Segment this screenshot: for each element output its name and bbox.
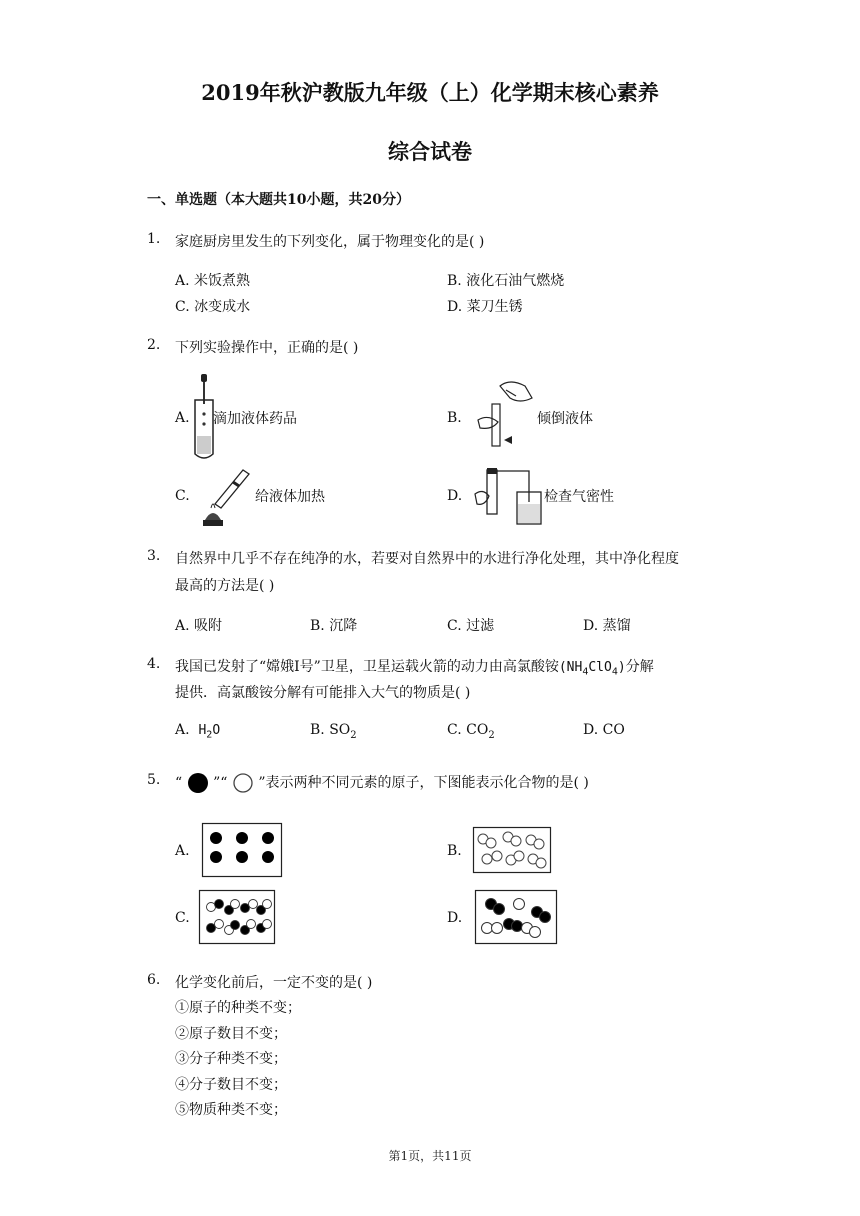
question-number: 2. xyxy=(147,337,161,353)
option-a xyxy=(175,722,220,741)
list-item: ⑤物质种类不变； xyxy=(175,1102,287,1118)
particle-box-b xyxy=(473,827,551,873)
quote-mark: ” xyxy=(213,775,221,791)
option-d xyxy=(583,722,625,738)
question-text-line2: 最高的方法是( ) xyxy=(175,578,275,594)
question-text-line2: 提供．高氯酸铵分解有可能排入大气的物质是( ) xyxy=(175,685,471,701)
option-letter: C. xyxy=(447,722,462,738)
option-letter: D. xyxy=(583,722,599,738)
formula-subscript: 2 xyxy=(350,729,357,741)
formula-subscript: 2 xyxy=(206,729,213,741)
option-a: A. 吸附 xyxy=(175,618,223,634)
page-title: 2019年秋沪教版九年级（上）化学期末核心素养 xyxy=(201,80,659,105)
page-footer: 第1页，共11页 xyxy=(388,1149,472,1163)
option-a-label: 滴加液体药品 xyxy=(213,411,297,427)
question-number: 3. xyxy=(147,548,161,564)
option-c-letter: C. xyxy=(175,910,190,926)
option-formula xyxy=(198,723,221,741)
question-number: 1. xyxy=(147,231,161,247)
airtightness-check-illustration xyxy=(473,464,543,528)
option-formula xyxy=(329,722,357,741)
white-atom-icon xyxy=(232,772,254,794)
list-item: ③分子种类不变； xyxy=(175,1051,287,1067)
option-d-label: 检查气密性 xyxy=(544,489,614,505)
option-a-letter: A. xyxy=(175,410,190,426)
quote-mark: “ xyxy=(175,775,183,791)
question-text: 家庭厨房里发生的下列变化，属于物理变化的是( ) xyxy=(175,234,485,250)
option-c-label: 给液体加热 xyxy=(255,489,325,505)
option-b-letter: B. xyxy=(447,843,462,859)
option-d-letter: D. xyxy=(447,910,463,926)
particle-box-c xyxy=(199,890,275,944)
pouring-liquid-illustration xyxy=(470,378,540,456)
option-d: D. 菜刀生锈 xyxy=(447,299,523,315)
option-c: C. 过滤 xyxy=(447,618,495,634)
option-b: B. 液化石油气燃烧 xyxy=(447,273,565,289)
formula-part: O xyxy=(212,723,221,738)
question-text-line1: 自然界中几乎不存在纯净的水，若要对自然界中的水进行净化处理，其中净化程度 xyxy=(175,551,679,567)
question-text xyxy=(175,772,589,794)
text-part: 分解 xyxy=(625,659,654,675)
question-text: 下列实验操作中，正确的是( ) xyxy=(175,340,359,356)
option-b-letter: B. xyxy=(447,410,462,426)
option-c: C. 冰变成水 xyxy=(175,299,251,315)
option-formula xyxy=(466,722,495,741)
black-atom-icon xyxy=(187,772,209,794)
formula-part: H xyxy=(198,723,207,738)
question-number: 6. xyxy=(147,972,161,988)
option-formula: CO xyxy=(602,722,625,738)
page-subtitle: 综合试卷 xyxy=(388,139,472,164)
formula-part: SO xyxy=(329,722,351,738)
option-b xyxy=(310,722,357,741)
question-number: 4. xyxy=(147,656,161,672)
formula-part: CO xyxy=(466,722,489,738)
formula-part: ClO xyxy=(588,660,612,675)
option-a-letter: A. xyxy=(175,843,190,859)
option-d-letter: D. xyxy=(447,488,463,504)
text-part: 我国已发射了“嫦娥Ⅰ号”卫星，卫星运载火箭的动力由高氯酸铵 xyxy=(175,659,559,675)
formula-subscript: 4 xyxy=(611,666,618,678)
question-text-line1 xyxy=(175,656,654,678)
text-part: 表示两种不同元素的原子，下图能表示化合物的是( ) xyxy=(265,775,589,791)
formula-part: (NH xyxy=(558,660,583,675)
chemical-formula xyxy=(558,660,626,678)
section-heading: 一、单选题（本大题共10小题，共20分） xyxy=(147,192,410,208)
quote-mark: “ xyxy=(220,775,228,791)
question-number: 5. xyxy=(147,772,161,788)
quote-mark: ” xyxy=(258,775,266,791)
option-b: B. 沉降 xyxy=(310,618,358,634)
option-c xyxy=(447,722,495,741)
option-c-letter: C. xyxy=(175,488,190,504)
particle-box-d xyxy=(475,890,557,944)
particle-box-a xyxy=(202,823,282,877)
formula-subscript: 2 xyxy=(488,729,495,741)
option-b-label: 倾倒液体 xyxy=(537,411,593,427)
formula-part: ) xyxy=(617,660,626,675)
formula-subscript: 4 xyxy=(582,666,589,678)
option-d: D. 蒸馏 xyxy=(583,618,631,634)
option-letter: A. xyxy=(175,722,190,738)
list-item: ④分子数目不变； xyxy=(175,1077,287,1093)
option-a: A. 米饭煮熟 xyxy=(175,273,251,289)
question-text: 化学变化前后，一定不变的是( ) xyxy=(175,975,373,991)
heating-liquid-illustration xyxy=(195,462,255,528)
list-item: ①原子的种类不变； xyxy=(175,1000,301,1016)
option-letter: B. xyxy=(310,722,325,738)
list-item: ②原子数目不变； xyxy=(175,1026,287,1042)
